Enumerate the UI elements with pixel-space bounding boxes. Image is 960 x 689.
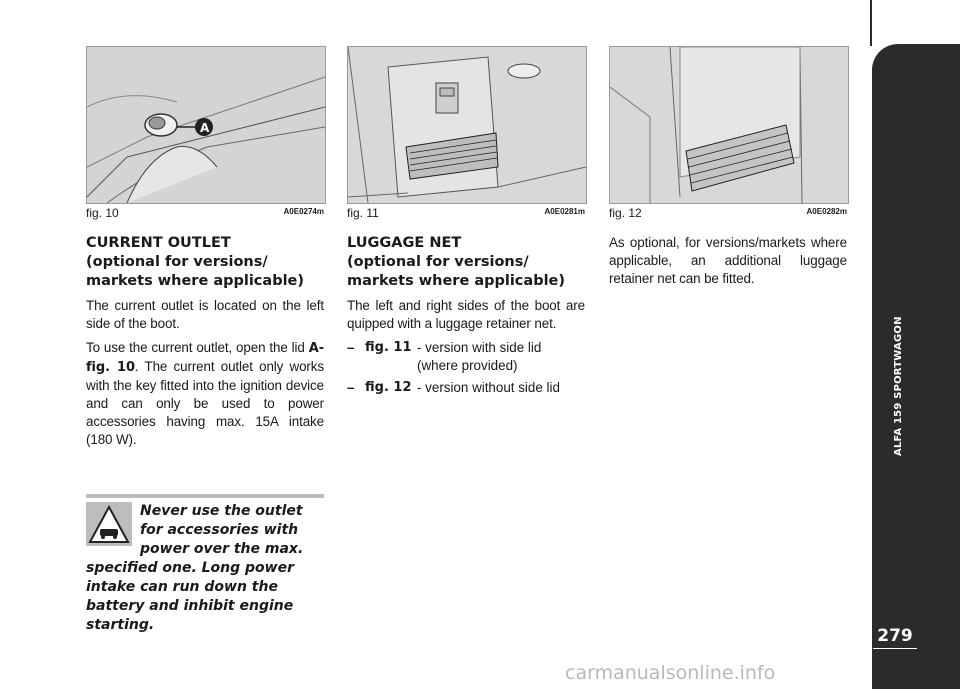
list-dash: –: [347, 340, 355, 355]
additional-net-para: As optional, for versions/markets where applicable, an additional luggage retainer net can be fitted.: [609, 235, 847, 286]
figure-10-illustration: [86, 46, 326, 204]
list-item-text: - version with side lid (where provided): [417, 340, 542, 373]
chapter-title-text: ALFA 159 SPORTWAGON: [893, 316, 904, 456]
figure-label: fig. 10: [86, 206, 119, 220]
heading-line: (optional for versions/: [86, 254, 268, 270]
list-item: [347, 379, 585, 397]
warning-rule: [86, 494, 324, 498]
page-number: 279: [877, 626, 913, 646]
figure-code: A0E0282m: [806, 207, 847, 216]
warning-text: Never use the outlet for accessories with power over the max. specified one. Long power intake can run down the battery and inhibit engine starting.: [86, 503, 304, 633]
figure-reference: A-fig. 10: [86, 341, 324, 375]
figure-12-caption: [609, 204, 847, 220]
page-number-rule: [873, 648, 917, 649]
figure-label: fig. 12: [609, 206, 642, 220]
luggage-net-section: [347, 234, 585, 401]
current-outlet-section: [86, 234, 324, 455]
current-outlet-para2: [86, 339, 324, 449]
tab-connector: [870, 0, 872, 46]
figure-code: A0E0281m: [544, 207, 585, 216]
current-outlet-para1: The current outlet is located on the left side of the boot.: [86, 298, 324, 331]
figure-label: fig. 11: [347, 206, 379, 220]
figure-reference: fig. 11: [365, 340, 412, 355]
figure-11-illustration: [347, 46, 587, 204]
list-dash: –: [347, 380, 355, 395]
figure-10-caption: [86, 204, 324, 220]
figure-12-illustration: [609, 46, 849, 204]
figure-code: A0E0274m: [283, 207, 324, 216]
luggage-net-heading: [347, 234, 585, 291]
figure-11-caption: [347, 204, 585, 220]
list-item-text: - version without side lid: [417, 380, 560, 395]
warning-triangle-icon: [86, 502, 132, 546]
chapter-tab: [872, 44, 960, 689]
heading-line: markets where applicable): [347, 273, 566, 289]
luggage-net-para1: The left and right sides of the boot are quipped with a luggage retainer net.: [347, 298, 585, 331]
heading-line: CURRENT OUTLET: [86, 235, 231, 251]
additional-net-section: [609, 234, 847, 294]
heading-line: markets where applicable): [86, 273, 305, 289]
heading-line: (optional for versions/: [347, 254, 529, 270]
para-text: To use the current outlet, open the lid: [86, 340, 309, 355]
para-text: . The current outlet only works with the key fitted into the ignition device and can only be used to power accessories having max. 15A intake (180 W).: [86, 359, 324, 447]
list-item: [347, 339, 585, 375]
warning-block: [86, 502, 326, 635]
watermark: carmanualsonline.info: [565, 662, 776, 684]
callout-A: A: [200, 121, 210, 135]
figure-reference: fig. 12: [365, 380, 412, 395]
current-outlet-heading: [86, 234, 324, 291]
heading-line: LUGGAGE NET: [347, 235, 462, 251]
